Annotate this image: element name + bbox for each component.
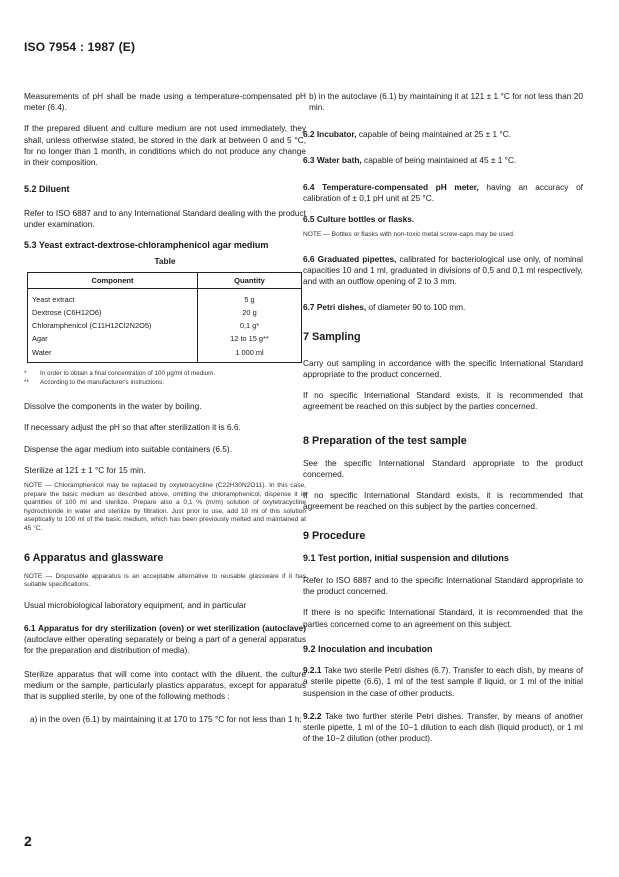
section-6-5	[303, 214, 583, 225]
table-cell-component: Water	[28, 346, 198, 362]
note-bottles: NOTE — Bottles or flasks with non-toxic metal screw-caps may be used.	[303, 231, 515, 239]
table-cell-quantity: 12 to 15 g**	[198, 333, 302, 346]
table-row	[28, 288, 302, 306]
table-row	[28, 346, 302, 362]
section-6-1-number: 6.1	[24, 623, 36, 634]
section-6-2-text: capable of being maintained at 25 ± 1 °C.	[358, 129, 512, 140]
table-footnote	[24, 378, 306, 387]
section-6-6-text: calibrated for bacteriological use only, of nominal capacities 10 and 1 ml, graduated in divisions of 0,5 and 0,1 ml respectively, and with an outflow opening of 2 to 3 mm.	[303, 254, 583, 287]
section-6-3-text: capable of being maintained at 45 ± 1 °C.	[364, 154, 517, 165]
section-6-1-title: Apparatus for dry sterilization (oven) or wet sterilization (autoclave)	[38, 623, 307, 634]
paragraph-usual-equipment: Usual microbiological laboratory equipment, and in particular	[24, 599, 247, 610]
medium-composition-table	[27, 272, 302, 364]
footnote-mark: **	[24, 379, 29, 387]
section-9-2-2-number: 9.2.2	[303, 710, 322, 721]
table-cell-quantity: 20 g	[198, 307, 302, 320]
section-9-1-paragraph-2: If there is no specific International Standard, it is recommended that the parties concerned come to an agreement on this subject.	[303, 607, 583, 629]
section-8-heading: 8 Preparation of the test sample	[303, 434, 467, 447]
document-header: ISO 7954 : 1987 (E)	[24, 40, 136, 54]
section-9-2-1-number: 9.2.1	[303, 665, 322, 676]
footnote-text: According to the manufacturer's instructions.	[40, 379, 165, 387]
section-6-2-title: Incubator,	[316, 129, 357, 140]
paragraph-adjust-ph: If necessary adjust the pH so that after sterilization it is 6.6.	[24, 422, 241, 433]
table-header-quantity: Quantity	[198, 272, 302, 288]
table-row	[28, 320, 302, 333]
table-header-component: Component	[28, 272, 198, 288]
footnote-text: In order to obtain a final concentration of 100 µg/ml of medium.	[40, 370, 216, 378]
section-9-1-heading: 9.1 Test portion, initial suspension and dilutions	[303, 553, 509, 564]
paragraph-dispense: Dispense the agar medium into suitable containers (6.5).	[24, 443, 232, 454]
section-9-2-heading: 9.2 Inoculation and incubation	[303, 643, 433, 654]
section-6-2-number: 6.2	[303, 129, 315, 140]
section-7-paragraph-1: Carry out sampling in accordance with the specific International Standard appropriate to the product concerned.	[303, 357, 583, 380]
list-item-a: a) in the oven (6.1) by maintaining it at 170 to 175 °C for not less than 1 h;	[30, 714, 302, 725]
list-item-b: b) in the autoclave (6.1) by maintaining it at 121 ± 1 °C for not less than 20 min.	[309, 91, 583, 113]
table-row	[28, 307, 302, 320]
section-9-1-paragraph-1: Refer to ISO 6887 and to the specific International Standard appropriate to the product concerned.	[303, 574, 583, 597]
section-8-paragraph-2: If no specific International Standard exists, it is recommended that agreement be reached on this subject by the parties concerned.	[303, 490, 583, 512]
section-6-7-number: 6.7	[303, 301, 315, 312]
section-6-7-title: Petri dishes,	[316, 301, 367, 312]
note-disposable: NOTE — Disposable apparatus is an acceptable alternative to reusable glassware if it has suitable specifications.	[24, 572, 306, 589]
table-cell-component: Dextrose (C6H12O6)	[28, 307, 198, 320]
section-6-3-title: Water bath,	[316, 154, 362, 165]
section-6-6-number: 6.6	[303, 254, 315, 265]
paragraph-dissolve: Dissolve the components in the water by boiling.	[24, 401, 202, 412]
footnote-mark: *	[24, 370, 27, 378]
section-6-1-text: (autoclave either operating separately or being a part of a general apparatus for the preparation and distribution of media).	[24, 634, 306, 656]
left-column	[24, 91, 306, 725]
table-title: Table	[154, 255, 176, 266]
section-6-4-text: having an accuracy of calibration of ± 0,1 pH unit at 25 °C.	[303, 181, 583, 204]
right-column	[303, 91, 583, 744]
section-6-4-title: Temperature-compensated pH meter,	[322, 181, 479, 192]
paragraph-sterilize: Sterilize at 121 ± 1 °C for 15 min.	[24, 464, 146, 475]
section-9-2-1-text: Take two sterile Petri dishes (6.7). Transfer to each dish, by means of a sterile pipette (6.6), 1 ml of the test sample if liquid, or 1 ml of the initial suspension in the case of other products.	[303, 665, 583, 698]
paragraph-storage: If the prepared diluent and culture medium are not used immediately, they shall, unless otherwise stated, be stored in the dark at between 0 and 5 °C, for no longer than 1 month, in conditions which do not produce any change in their composition.	[24, 123, 306, 168]
section-6-5-title: Culture bottles or flasks.	[316, 214, 415, 225]
section-6-1	[24, 623, 306, 657]
section-9-2-2	[303, 711, 583, 745]
note-chloramphenicol: NOTE — Chloramphenicol may be replaced by oxytetracycline (C22H30N2O11). In this case, prepare the basic medium as described above, omitting the chloramphenicol, dispense it in quantities of 100 ml and sterilize. Prepare also a 0,1 % (m/m) solution of oxytetracycline hydrochloride in water and sterilize by filtration. Just prior to use, add 10 ml of this solution aseptically to 100 ml of the basic medium, which has been previously melted and maintained at 45 °C.	[24, 482, 306, 533]
section-6-heading: 6 Apparatus and glassware	[24, 551, 164, 564]
paragraph-sterilize-apparatus: Sterilize apparatus that will come into contact with the diluent, the culture medium or the sample, particularly plastics apparatus, except for apparatus that is supplied sterile, by one of the following methods :	[24, 668, 306, 702]
section-7-heading: 7 Sampling	[303, 330, 361, 343]
table-cell-component: Chloramphenicol (C11H12Cl2N2O5)	[28, 320, 198, 333]
section-6-6-title: Graduated pipettes,	[317, 254, 397, 265]
section-6-6	[303, 254, 583, 288]
section-9-2-2-text: Take two further sterile Petri dishes. Transfer, by means of another sterile pipette, 1 ml of the 10−1 dilution to each dish (liquid product), or 1 ml of the 10−2 dilution (other product).	[303, 710, 584, 744]
table-row	[28, 333, 302, 346]
section-6-4	[303, 182, 583, 204]
section-5-2-heading: 5.2 Diluent	[24, 184, 70, 195]
table-footnote	[24, 369, 306, 378]
table-cell-component: Agar	[28, 333, 198, 346]
paragraph-ph-measurement: Measurements of pH shall be made using a temperature-compensated pH meter (6.4).	[24, 91, 306, 113]
section-9-heading: 9 Procedure	[303, 530, 366, 543]
section-6-2	[303, 129, 583, 140]
section-6-5-number: 6.5	[303, 214, 315, 225]
section-5-3-heading: 5.3 Yeast extract-dextrose-chloramphenicol agar medium	[24, 240, 269, 251]
section-8-paragraph-1: See the specific International Standard appropriate to the product concerned.	[303, 457, 583, 479]
section-6-7	[303, 302, 583, 313]
section-6-7-text: of diameter 90 to 100 mm.	[368, 301, 466, 312]
table-cell-quantity: 1 000 ml	[198, 346, 302, 362]
page-number: 2	[24, 833, 32, 849]
section-6-3	[303, 155, 583, 166]
table-cell-component: Yeast extract	[28, 288, 198, 306]
section-9-2-1	[303, 665, 583, 699]
section-5-2-text: Refer to ISO 6887 and to any International Standard dealing with the product under examination.	[24, 207, 306, 229]
section-7-paragraph-2: If no specific International Standard exists, it is recommended that agreement be reached on this subject by the parties concerned.	[303, 390, 583, 412]
section-6-4-number: 6.4	[303, 181, 315, 192]
section-6-3-number: 6.3	[303, 154, 315, 165]
table-cell-quantity: 5 g	[198, 288, 302, 306]
table-cell-quantity: 0,1 g*	[198, 320, 302, 333]
